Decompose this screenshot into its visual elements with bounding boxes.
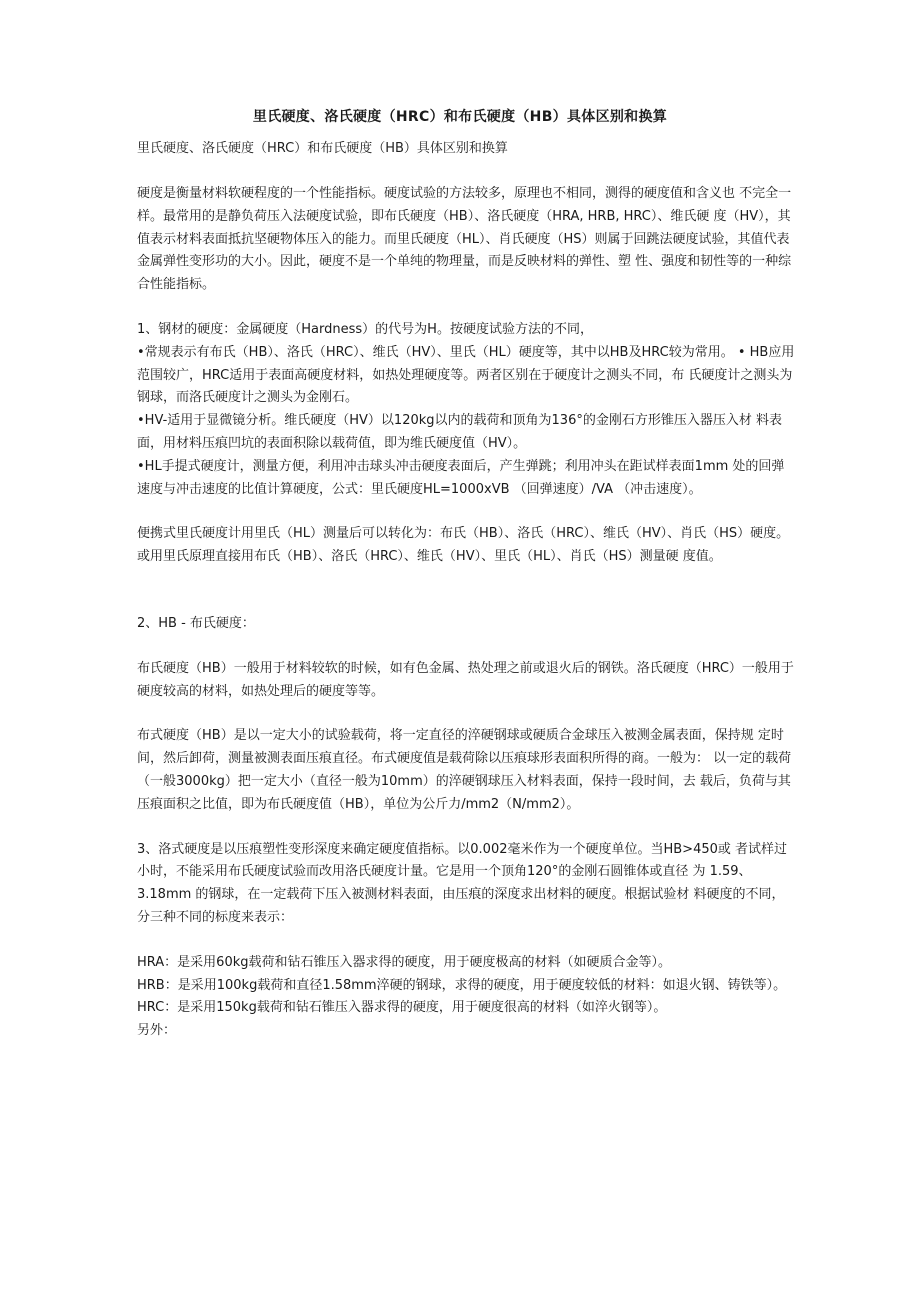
hrb-definition: HRB：是采用100kg载荷和直径1.58mm淬硬的钢球，求得的硬度，用于硬度较低的材料：如退火钢、铸铁等）。 — [137, 977, 787, 993]
hra-definition: HRA：是采用60kg载荷和钻石锥压入器求得的硬度，用于硬度极高的材料（如硬质合金等）。 — [137, 954, 671, 970]
hrc-definition: HRC：是采用150kg载荷和钻石锥压入器求得的硬度，用于硬度很高的材料（如淬火钢等）。 — [137, 1000, 667, 1016]
section-2-paragraph-1: 布氏硬度（HB）一般用于材料较软的时候，如有色金属、热处理之前或退火后的钢铁。洛氏硬度（HRC）一般用于硬度较高的材料，如热处理后的硬度等等。 — [137, 660, 794, 699]
document-title: 里氏硬度、洛氏硬度（HRC）和布氏硬度（HB）具体区别和换算 — [252, 109, 668, 125]
portable-hardness-paragraph: 便携式里氏硬度计用里氏（HL）测量后可以转化为：布氏（HB）、洛氏（HRC）、维氏（HV）、肖氏（HS）硬度。或用里氏原理直接用布氏（HB）、洛氏（HRC）、维氏（HV）、里氏（HL）、肖氏（HS）测量硬 度值。 — [137, 526, 790, 565]
section-1-bullet-hv: •HV-适用于显微镜分析。维氏硬度（HV）以120kg以内的载荷和顶角为136°的金刚石方形锥压入器压入材 料表面，用材料压痕凹坑的表面积除以载荷值，即为维氏硬度值（HV）。 — [137, 413, 782, 451]
document-body — [137, 183, 797, 1043]
section-1-heading: 1、钢材的硬度：金属硬度（Hardness）的代号为H。按硬度试验方法的不同， — [137, 321, 593, 337]
section-2-paragraph-2: 布式硬度（HB）是以一定大小的试验载荷，将一定直径的淬硬钢球或硬质合金球压入被测金属表面，保持规 定时间，然后卸荷，测量被测表面压痕直径。布式硬度值是载荷除以压痕球形表面积所得的商。一般为： 以一定的载荷（一般3000kg）把一定大小（直径一般为10mm）的淬硬钢球压入材料表面，保持一段时间，去 载后，负荷与其压痕面积之比值，即为布氏硬度值（HB），单位为公斤力/mm2（N/mm2）。 — [137, 728, 792, 812]
section-3-paragraph: 3、洛式硬度是以压痕塑性变形深度来确定硬度值指标。以0.002毫米作为一个硬度单位。当HB>450或 者试样过小时，不能采用布氏硬度试验而改用洛氏硬度计量。它是用一个顶角120°的金刚石圆锥体或直径 为 1.59、3.18mm 的钢球，在一定载荷下压入被测材料表面，由压痕的深度求出材料的硬度。根据试验材 料硬度的不同，分三种不同的标度来表示： — [137, 841, 788, 925]
section-1-bullet-hl: •HL手提式硬度计，测量方便，利用冲击球头冲击硬度表面后，产生弹跳；利用冲头在距试样表面1mm 处的回弹速度与冲击速度的比值计算硬度，公式：里氏硬度HL=1000xVB （回弹速度）/VA （冲击速度）。 — [137, 458, 785, 497]
intro-paragraph: 硬度是衡量材料软硬程度的一个性能指标。硬度试验的方法较多，原理也不相同，测得的硬度值和含义也 不完全一样。最常用的是静负荷压入法硬度试验，即布氏硬度（HB）、洛氏硬度（HRA, HRB, HRC）、维氏硬 度（HV），其值表示材料表面抵抗坚硬物体压入的能力。而里氏硬度（HL）、肖氏硬度（HS）则属于回跳法硬度试验，其值代表金属弹性变形功的大小。因此，硬度不是一个单纯的物理量，而是反映材料的弹性、塑 性、强度和韧性等的一种综合性能指标。 — [137, 186, 792, 293]
document-subtitle: 里氏硬度、洛氏硬度（HRC）和布氏硬度（HB）具体区别和换算 — [137, 141, 508, 156]
additional-note: 另外： — [137, 1023, 177, 1039]
section-1-bullet-hb-hrc: •常规表示有布氏（HB）、洛氏（HRC）、维氏（HV）、里氏（HL）硬度等，其中以HB及HRC较为常用。 • HB应用范围较广，HRC适用于表面高硬度材料，如热处理硬度等。两者区别在于硬度计之测头不同，布 氏硬度计之测头为钢球，而洛氏硬度计之测头为金刚石。 — [137, 344, 795, 406]
section-2-heading: 2、HB - 布氏硬度： — [137, 615, 255, 631]
